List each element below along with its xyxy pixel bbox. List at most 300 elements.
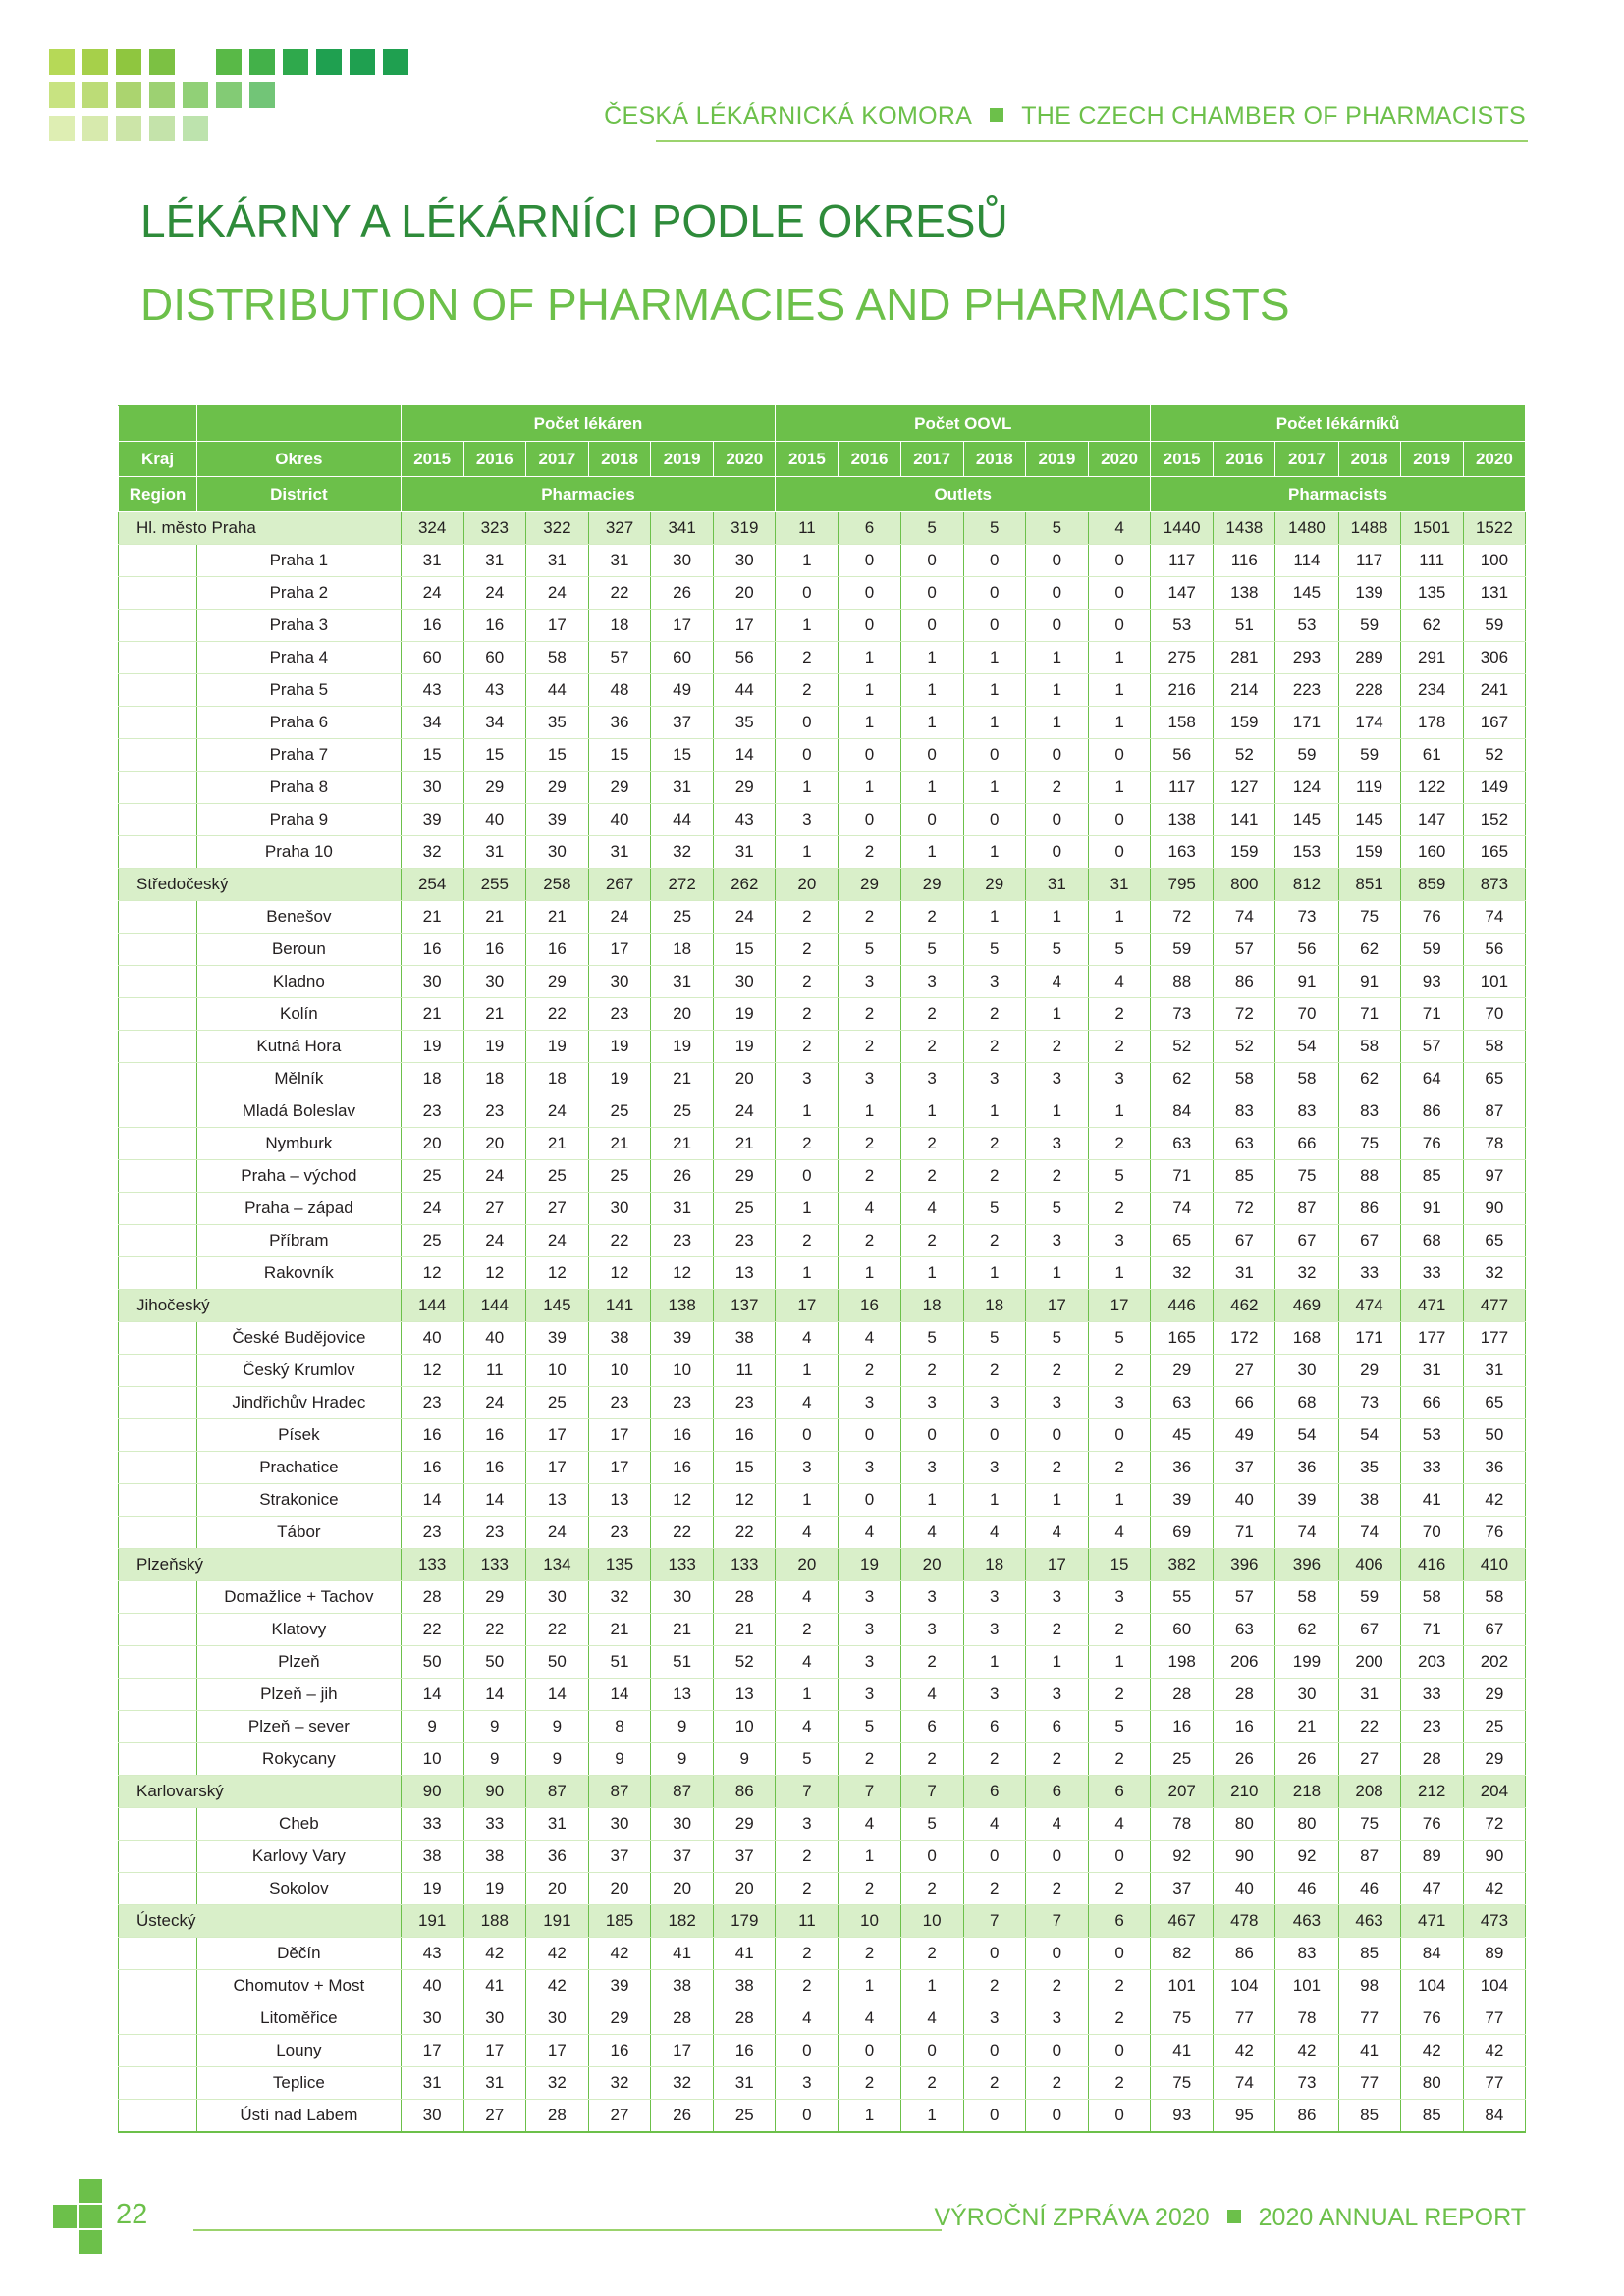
value-cell: 3 xyxy=(900,1581,963,1614)
value-cell: 0 xyxy=(1088,545,1150,577)
region-cell-empty xyxy=(119,1419,197,1452)
value-cell: 85 xyxy=(1400,2100,1463,2133)
value-cell: 7 xyxy=(900,1776,963,1808)
value-cell: 137 xyxy=(714,1290,776,1322)
value-cell: 1 xyxy=(963,772,1025,804)
district-name: Cheb xyxy=(197,1808,401,1841)
value-cell: 76 xyxy=(1400,2002,1463,2035)
value-cell: 26 xyxy=(1275,1743,1338,1776)
value-cell: 153 xyxy=(1275,836,1338,869)
value-cell: 0 xyxy=(776,1419,839,1452)
value-cell: 98 xyxy=(1338,1970,1400,2002)
value-cell: 0 xyxy=(1088,610,1150,642)
region-cell-empty xyxy=(119,1679,197,1711)
district-row xyxy=(119,836,1526,869)
value-cell: 2 xyxy=(1025,1743,1088,1776)
value-cell: 57 xyxy=(1400,1031,1463,1063)
value-cell: 2 xyxy=(1088,1614,1150,1646)
value-cell: 2 xyxy=(900,1873,963,1905)
value-cell: 1438 xyxy=(1214,512,1275,545)
value-cell: 0 xyxy=(839,577,900,610)
value-cell: 1 xyxy=(776,610,839,642)
value-cell: 14 xyxy=(401,1679,463,1711)
footer-divider xyxy=(193,2229,942,2231)
value-cell: 72 xyxy=(1463,1808,1525,1841)
value-cell: 10 xyxy=(651,1355,714,1387)
region-cell-empty xyxy=(119,1484,197,1517)
page-footer xyxy=(934,2204,1526,2232)
district-name: Strakonice xyxy=(197,1484,401,1517)
value-cell: 20 xyxy=(776,1549,839,1581)
bullet-icon xyxy=(1227,2210,1241,2223)
value-cell: 0 xyxy=(900,545,963,577)
logo-square xyxy=(116,116,141,141)
value-cell: 4 xyxy=(1088,1808,1150,1841)
value-cell: 0 xyxy=(900,577,963,610)
value-cell: 10 xyxy=(839,1905,900,1938)
district-row xyxy=(119,1646,1526,1679)
value-cell: 21 xyxy=(714,1128,776,1160)
region-cell-empty xyxy=(119,1970,197,2002)
value-cell: 18 xyxy=(525,1063,588,1095)
region-cell-empty xyxy=(119,1225,197,1257)
value-cell: 3 xyxy=(1025,1581,1088,1614)
value-cell: 28 xyxy=(401,1581,463,1614)
value-cell: 47 xyxy=(1400,1873,1463,1905)
value-cell: 1 xyxy=(900,674,963,707)
value-cell: 463 xyxy=(1338,1905,1400,1938)
value-cell: 29 xyxy=(1338,1355,1400,1387)
value-cell: 17 xyxy=(525,2035,588,2067)
value-cell: 4 xyxy=(776,1646,839,1679)
value-cell: 202 xyxy=(1463,1646,1525,1679)
value-cell: 33 xyxy=(1400,1452,1463,1484)
value-cell: 1 xyxy=(900,1484,963,1517)
footer-square xyxy=(79,2205,102,2228)
logo-square xyxy=(183,82,208,108)
value-cell: 32 xyxy=(651,836,714,869)
value-cell: 19 xyxy=(651,1031,714,1063)
value-cell: 73 xyxy=(1275,901,1338,934)
value-cell: 4 xyxy=(776,1517,839,1549)
value-cell: 27 xyxy=(588,2100,650,2133)
value-cell: 0 xyxy=(1088,2035,1150,2067)
region-cell-empty xyxy=(119,674,197,707)
value-cell: 1 xyxy=(839,1095,900,1128)
region-cell-empty xyxy=(119,1743,197,1776)
value-cell: 30 xyxy=(525,2002,588,2035)
value-cell: 34 xyxy=(463,707,525,739)
district-row xyxy=(119,1743,1526,1776)
value-cell: 87 xyxy=(1463,1095,1525,1128)
district-row xyxy=(119,1160,1526,1193)
value-cell: 29 xyxy=(839,869,900,901)
value-cell: 141 xyxy=(588,1290,650,1322)
value-cell: 31 xyxy=(651,966,714,998)
value-cell: 177 xyxy=(1463,1322,1525,1355)
district-row xyxy=(119,901,1526,934)
year-header: 2019 xyxy=(651,442,714,477)
logo-square xyxy=(249,49,275,75)
region-row xyxy=(119,1905,1526,1938)
value-cell: 59 xyxy=(1151,934,1214,966)
value-cell: 77 xyxy=(1338,2067,1400,2100)
value-cell: 24 xyxy=(401,1193,463,1225)
value-cell: 101 xyxy=(1151,1970,1214,2002)
value-cell: 19 xyxy=(401,1031,463,1063)
value-cell: 16 xyxy=(839,1290,900,1322)
value-cell: 0 xyxy=(1025,836,1088,869)
value-cell: 289 xyxy=(1338,642,1400,674)
value-cell: 1 xyxy=(776,836,839,869)
value-cell: 80 xyxy=(1275,1808,1338,1841)
value-cell: 2 xyxy=(900,1031,963,1063)
value-cell: 31 xyxy=(525,545,588,577)
value-cell: 54 xyxy=(1338,1419,1400,1452)
value-cell: 36 xyxy=(1151,1452,1214,1484)
value-cell: 20 xyxy=(525,1873,588,1905)
value-cell: 63 xyxy=(1214,1614,1275,1646)
value-cell: 80 xyxy=(1400,2067,1463,2100)
value-cell: 58 xyxy=(1275,1581,1338,1614)
value-cell: 1 xyxy=(776,1193,839,1225)
value-cell: 198 xyxy=(1151,1646,1214,1679)
district-row xyxy=(119,1419,1526,1452)
value-cell: 1 xyxy=(839,674,900,707)
value-cell: 18 xyxy=(463,1063,525,1095)
region-cell-empty xyxy=(119,1452,197,1484)
value-cell: 51 xyxy=(588,1646,650,1679)
value-cell: 17 xyxy=(651,610,714,642)
value-cell: 43 xyxy=(401,1938,463,1970)
value-cell: 3 xyxy=(900,1452,963,1484)
value-cell: 2 xyxy=(839,1160,900,1193)
value-cell: 396 xyxy=(1214,1549,1275,1581)
value-cell: 64 xyxy=(1400,1063,1463,1095)
value-cell: 65 xyxy=(1463,1225,1525,1257)
value-cell: 58 xyxy=(1338,1031,1400,1063)
value-cell: 66 xyxy=(1400,1387,1463,1419)
value-cell: 16 xyxy=(401,610,463,642)
year-header: 2019 xyxy=(1025,442,1088,477)
value-cell: 39 xyxy=(651,1322,714,1355)
value-cell: 5 xyxy=(1025,1193,1088,1225)
value-cell: 116 xyxy=(1214,545,1275,577)
value-cell: 3 xyxy=(963,966,1025,998)
value-cell: 27 xyxy=(463,2100,525,2133)
value-cell: 2 xyxy=(1088,1970,1150,2002)
value-cell: 22 xyxy=(714,1517,776,1549)
value-cell: 59 xyxy=(1338,610,1400,642)
value-cell: 165 xyxy=(1463,836,1525,869)
value-cell: 138 xyxy=(651,1290,714,1322)
value-cell: 2 xyxy=(900,2067,963,2100)
value-cell: 57 xyxy=(1214,934,1275,966)
value-cell: 416 xyxy=(1400,1549,1463,1581)
value-cell: 3 xyxy=(963,2002,1025,2035)
value-cell: 2 xyxy=(839,1225,900,1257)
value-cell: 36 xyxy=(1463,1452,1525,1484)
value-cell: 0 xyxy=(776,2035,839,2067)
value-cell: 76 xyxy=(1400,1808,1463,1841)
value-cell: 86 xyxy=(1214,966,1275,998)
district-row xyxy=(119,1679,1526,1711)
region-cell-empty xyxy=(119,966,197,998)
value-cell: 74 xyxy=(1151,1193,1214,1225)
value-cell: 59 xyxy=(1338,739,1400,772)
value-cell: 31 xyxy=(401,545,463,577)
value-cell: 2 xyxy=(1025,2067,1088,2100)
district-name: Praha 7 xyxy=(197,739,401,772)
value-cell: 91 xyxy=(1400,1193,1463,1225)
value-cell: 22 xyxy=(525,998,588,1031)
header-row-groups xyxy=(119,406,1526,442)
value-cell: 30 xyxy=(463,966,525,998)
value-cell: 324 xyxy=(401,512,463,545)
value-cell: 42 xyxy=(588,1938,650,1970)
value-cell: 0 xyxy=(1025,2100,1088,2133)
value-cell: 3 xyxy=(839,1063,900,1095)
value-cell: 1501 xyxy=(1400,512,1463,545)
value-cell: 0 xyxy=(1088,1938,1150,1970)
value-cell: 11 xyxy=(776,1905,839,1938)
district-row xyxy=(119,934,1526,966)
value-cell: 19 xyxy=(839,1549,900,1581)
region-name: Ústecký xyxy=(119,1905,402,1938)
value-cell: 75 xyxy=(1338,1808,1400,1841)
value-cell: 2 xyxy=(963,1031,1025,1063)
value-cell: 17 xyxy=(651,2035,714,2067)
value-cell: 58 xyxy=(1214,1063,1275,1095)
value-cell: 17 xyxy=(463,2035,525,2067)
value-cell: 134 xyxy=(525,1549,588,1581)
year-header: 2020 xyxy=(1463,442,1525,477)
value-cell: 53 xyxy=(1275,610,1338,642)
value-cell: 44 xyxy=(525,674,588,707)
value-cell: 31 xyxy=(1400,1355,1463,1387)
region-cell-empty xyxy=(119,1355,197,1387)
region-row xyxy=(119,1549,1526,1581)
region-row xyxy=(119,869,1526,901)
value-cell: 31 xyxy=(1214,1257,1275,1290)
district-row xyxy=(119,1355,1526,1387)
value-cell: 0 xyxy=(776,2100,839,2133)
value-cell: 0 xyxy=(1025,2035,1088,2067)
year-header: 2016 xyxy=(839,442,900,477)
value-cell: 37 xyxy=(588,1841,650,1873)
value-cell: 86 xyxy=(714,1776,776,1808)
value-cell: 3 xyxy=(839,1581,900,1614)
value-cell: 473 xyxy=(1463,1905,1525,1938)
value-cell: 19 xyxy=(714,998,776,1031)
value-cell: 86 xyxy=(1275,2100,1338,2133)
district-name: Praha – západ xyxy=(197,1193,401,1225)
district-name: Beroun xyxy=(197,934,401,966)
region-row xyxy=(119,1776,1526,1808)
value-cell: 31 xyxy=(401,2067,463,2100)
logo-square xyxy=(116,82,141,108)
value-cell: 35 xyxy=(1338,1452,1400,1484)
value-cell: 50 xyxy=(525,1646,588,1679)
district-name: Děčín xyxy=(197,1938,401,1970)
value-cell: 5 xyxy=(1088,1711,1150,1743)
value-cell: 32 xyxy=(588,2067,650,2100)
value-cell: 29 xyxy=(525,772,588,804)
district-row xyxy=(119,674,1526,707)
district-name: Sokolov xyxy=(197,1873,401,1905)
value-cell: 0 xyxy=(963,545,1025,577)
value-cell: 24 xyxy=(401,577,463,610)
value-cell: 0 xyxy=(963,1841,1025,1873)
value-cell: 30 xyxy=(401,966,463,998)
value-cell: 19 xyxy=(588,1063,650,1095)
value-cell: 20 xyxy=(714,1063,776,1095)
value-cell: 0 xyxy=(1025,610,1088,642)
value-cell: 48 xyxy=(588,674,650,707)
value-cell: 200 xyxy=(1338,1646,1400,1679)
value-cell: 3 xyxy=(1088,1387,1150,1419)
value-cell: 19 xyxy=(463,1873,525,1905)
value-cell: 158 xyxy=(1151,707,1214,739)
value-cell: 28 xyxy=(525,2100,588,2133)
value-cell: 2 xyxy=(1025,1970,1088,2002)
value-cell: 25 xyxy=(714,1193,776,1225)
col-okres: Okres xyxy=(197,442,401,477)
value-cell: 4 xyxy=(776,1711,839,1743)
value-cell: 4 xyxy=(1088,512,1150,545)
value-cell: 2 xyxy=(1025,1452,1088,1484)
district-name: Louny xyxy=(197,2035,401,2067)
district-row xyxy=(119,966,1526,998)
value-cell: 10 xyxy=(588,1355,650,1387)
region-cell-empty xyxy=(119,1614,197,1646)
value-cell: 29 xyxy=(1463,1743,1525,1776)
value-cell: 177 xyxy=(1400,1322,1463,1355)
value-cell: 2 xyxy=(1088,1128,1150,1160)
value-cell: 22 xyxy=(651,1517,714,1549)
value-cell: 49 xyxy=(651,674,714,707)
value-cell: 10 xyxy=(900,1905,963,1938)
value-cell: 28 xyxy=(1214,1679,1275,1711)
value-cell: 3 xyxy=(900,1614,963,1646)
value-cell: 62 xyxy=(1338,934,1400,966)
col-district: District xyxy=(197,477,401,512)
value-cell: 43 xyxy=(463,674,525,707)
district-row xyxy=(119,1938,1526,1970)
year-header: 2019 xyxy=(1400,442,1463,477)
value-cell: 5 xyxy=(963,512,1025,545)
value-cell: 1 xyxy=(900,836,963,869)
district-row xyxy=(119,998,1526,1031)
value-cell: 131 xyxy=(1463,577,1525,610)
value-cell: 23 xyxy=(651,1387,714,1419)
value-cell: 16 xyxy=(1151,1711,1214,1743)
region-cell-empty xyxy=(119,1160,197,1193)
year-header: 2018 xyxy=(1338,442,1400,477)
value-cell: 15 xyxy=(463,739,525,772)
value-cell: 43 xyxy=(401,674,463,707)
value-cell: 2 xyxy=(839,901,900,934)
value-cell: 17 xyxy=(525,610,588,642)
district-row xyxy=(119,1063,1526,1095)
value-cell: 2 xyxy=(1088,2067,1150,2100)
value-cell: 18 xyxy=(588,610,650,642)
value-cell: 70 xyxy=(1400,1517,1463,1549)
district-name: Praha 10 xyxy=(197,836,401,869)
value-cell: 3 xyxy=(839,1452,900,1484)
value-cell: 7 xyxy=(1025,1905,1088,1938)
value-cell: 17 xyxy=(525,1452,588,1484)
value-cell: 159 xyxy=(1214,707,1275,739)
value-cell: 31 xyxy=(1463,1355,1525,1387)
district-row xyxy=(119,2035,1526,2067)
value-cell: 39 xyxy=(401,804,463,836)
value-cell: 117 xyxy=(1151,772,1214,804)
district-name: Domažlice + Tachov xyxy=(197,1581,401,1614)
value-cell: 27 xyxy=(1338,1743,1400,1776)
value-cell: 104 xyxy=(1463,1970,1525,2002)
district-row xyxy=(119,772,1526,804)
value-cell: 21 xyxy=(401,998,463,1031)
header-empty xyxy=(119,406,197,442)
value-cell: 0 xyxy=(1088,2100,1150,2133)
value-cell: 218 xyxy=(1275,1776,1338,1808)
value-cell: 12 xyxy=(401,1257,463,1290)
value-cell: 27 xyxy=(1214,1355,1275,1387)
region-cell-empty xyxy=(119,2035,197,2067)
value-cell: 90 xyxy=(401,1776,463,1808)
col-kraj: Kraj xyxy=(119,442,197,477)
value-cell: 144 xyxy=(401,1290,463,1322)
value-cell: 5 xyxy=(900,934,963,966)
value-cell: 4 xyxy=(1025,1808,1088,1841)
value-cell: 133 xyxy=(401,1549,463,1581)
value-cell: 89 xyxy=(1463,1938,1525,1970)
region-name: Hl. město Praha xyxy=(119,512,402,545)
value-cell: 1 xyxy=(900,2100,963,2133)
value-cell: 2 xyxy=(1088,1193,1150,1225)
value-cell: 90 xyxy=(1463,1841,1525,1873)
value-cell: 28 xyxy=(714,1581,776,1614)
district-name: Benešov xyxy=(197,901,401,934)
district-row xyxy=(119,1841,1526,1873)
year-header: 2017 xyxy=(1275,442,1338,477)
value-cell: 3 xyxy=(776,1452,839,1484)
value-cell: 37 xyxy=(651,1841,714,1873)
value-cell: 29 xyxy=(714,1808,776,1841)
value-cell: 3 xyxy=(839,1614,900,1646)
value-cell: 40 xyxy=(1214,1873,1275,1905)
value-cell: 58 xyxy=(1400,1581,1463,1614)
value-cell: 50 xyxy=(401,1646,463,1679)
region-cell-empty xyxy=(119,1517,197,1549)
value-cell: 104 xyxy=(1214,1970,1275,2002)
value-cell: 78 xyxy=(1463,1128,1525,1160)
value-cell: 24 xyxy=(463,1225,525,1257)
value-cell: 20 xyxy=(714,1873,776,1905)
district-row xyxy=(119,1484,1526,1517)
district-row xyxy=(119,2002,1526,2035)
value-cell: 32 xyxy=(1151,1257,1214,1290)
value-cell: 2 xyxy=(776,1841,839,1873)
value-cell: 16 xyxy=(463,934,525,966)
region-cell-empty xyxy=(119,1193,197,1225)
value-cell: 74 xyxy=(1214,901,1275,934)
value-cell: 145 xyxy=(525,1290,588,1322)
value-cell: 293 xyxy=(1275,642,1338,674)
value-cell: 77 xyxy=(1214,2002,1275,2035)
value-cell: 1 xyxy=(963,707,1025,739)
